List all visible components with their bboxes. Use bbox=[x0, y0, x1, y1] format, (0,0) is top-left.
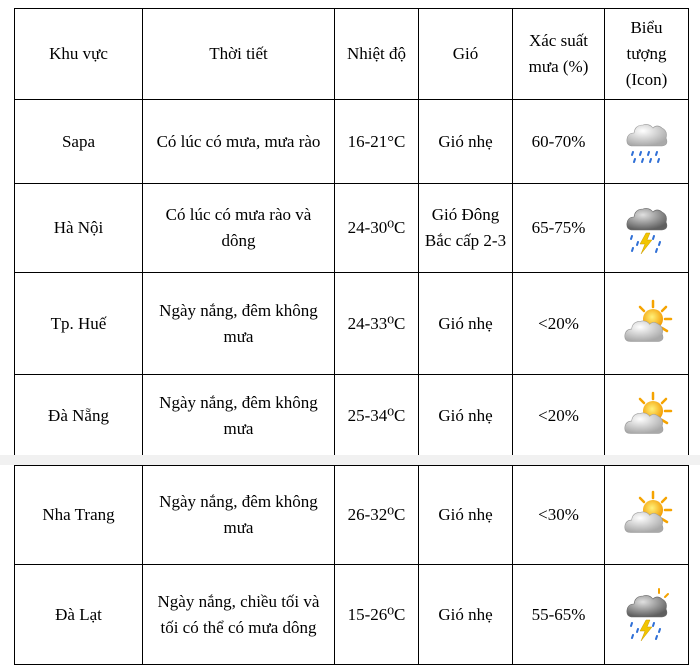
region-cell: Hà Nội bbox=[15, 184, 143, 273]
wind-cell: Gió nhẹ bbox=[419, 466, 513, 565]
header-rain-probability: Xác suất mưa (%) bbox=[513, 9, 605, 100]
weather-cell: Có lúc có mưa, mưa rào bbox=[143, 100, 335, 184]
rain-cloud-icon bbox=[621, 116, 673, 168]
thunderstorm-cloud-icon bbox=[621, 587, 673, 643]
icon-cell bbox=[605, 184, 689, 273]
rain-probability-cell: 60-70% bbox=[513, 100, 605, 184]
weather-cell: Ngày nắng, đêm không mưa bbox=[143, 375, 335, 457]
wind-cell: Gió Đông Bắc cấp 2-3 bbox=[419, 184, 513, 273]
table-row bbox=[15, 375, 689, 457]
weather-table-continued bbox=[14, 465, 689, 665]
table-row bbox=[15, 100, 689, 184]
weather-table bbox=[14, 8, 689, 457]
rain-probability-cell: <30% bbox=[513, 466, 605, 565]
region-cell: Nha Trang bbox=[15, 466, 143, 565]
icon-cell bbox=[605, 375, 689, 457]
icon-cell bbox=[605, 100, 689, 184]
header-icon: Biểu tượng (Icon) bbox=[605, 9, 689, 100]
sun-cloud-icon bbox=[621, 298, 673, 350]
temperature-cell: 24-33⁰C bbox=[335, 273, 419, 375]
table-row bbox=[15, 273, 689, 375]
icon-cell bbox=[605, 466, 689, 565]
weather-cell: Ngày nắng, chiều tối và tối có thể có mưa dông bbox=[143, 565, 335, 665]
header-wind: Gió bbox=[419, 9, 513, 100]
sun-cloud-icon bbox=[621, 390, 673, 442]
region-cell: Sapa bbox=[15, 100, 143, 184]
icon-cell bbox=[605, 273, 689, 375]
region-cell: Đà Lạt bbox=[15, 565, 143, 665]
thunderstorm-cloud-icon bbox=[621, 200, 673, 256]
header-weather: Thời tiết bbox=[143, 9, 335, 100]
sun-cloud-icon bbox=[621, 489, 673, 541]
rain-probability-cell: 65-75% bbox=[513, 184, 605, 273]
rain-probability-cell: <20% bbox=[513, 375, 605, 457]
temperature-cell: 25-34⁰C bbox=[335, 375, 419, 457]
wind-cell: Gió nhẹ bbox=[419, 375, 513, 457]
table-row bbox=[15, 466, 689, 565]
wind-cell: Gió nhẹ bbox=[419, 565, 513, 665]
wind-cell: Gió nhẹ bbox=[419, 273, 513, 375]
header-region: Khu vực bbox=[15, 9, 143, 100]
icon-cell bbox=[605, 565, 689, 665]
header-temperature: Nhiệt độ bbox=[335, 9, 419, 100]
temperature-cell: 24-30⁰C bbox=[335, 184, 419, 273]
weather-cell: Ngày nắng, đêm không mưa bbox=[143, 273, 335, 375]
temperature-cell: 15-26⁰C bbox=[335, 565, 419, 665]
header-row bbox=[15, 9, 689, 100]
table-row bbox=[15, 184, 689, 273]
region-cell: Đà Nẵng bbox=[15, 375, 143, 457]
weather-cell: Ngày nắng, đêm không mưa bbox=[143, 466, 335, 565]
rain-probability-cell: 55-65% bbox=[513, 565, 605, 665]
temperature-cell: 16-21°C bbox=[335, 100, 419, 184]
rain-probability-cell: <20% bbox=[513, 273, 605, 375]
wind-cell: Gió nhẹ bbox=[419, 100, 513, 184]
table-row bbox=[15, 565, 689, 665]
temperature-cell: 26-32⁰C bbox=[335, 466, 419, 565]
page-break bbox=[0, 455, 700, 465]
region-cell: Tp. Huế bbox=[15, 273, 143, 375]
weather-cell: Có lúc có mưa rào và dông bbox=[143, 184, 335, 273]
